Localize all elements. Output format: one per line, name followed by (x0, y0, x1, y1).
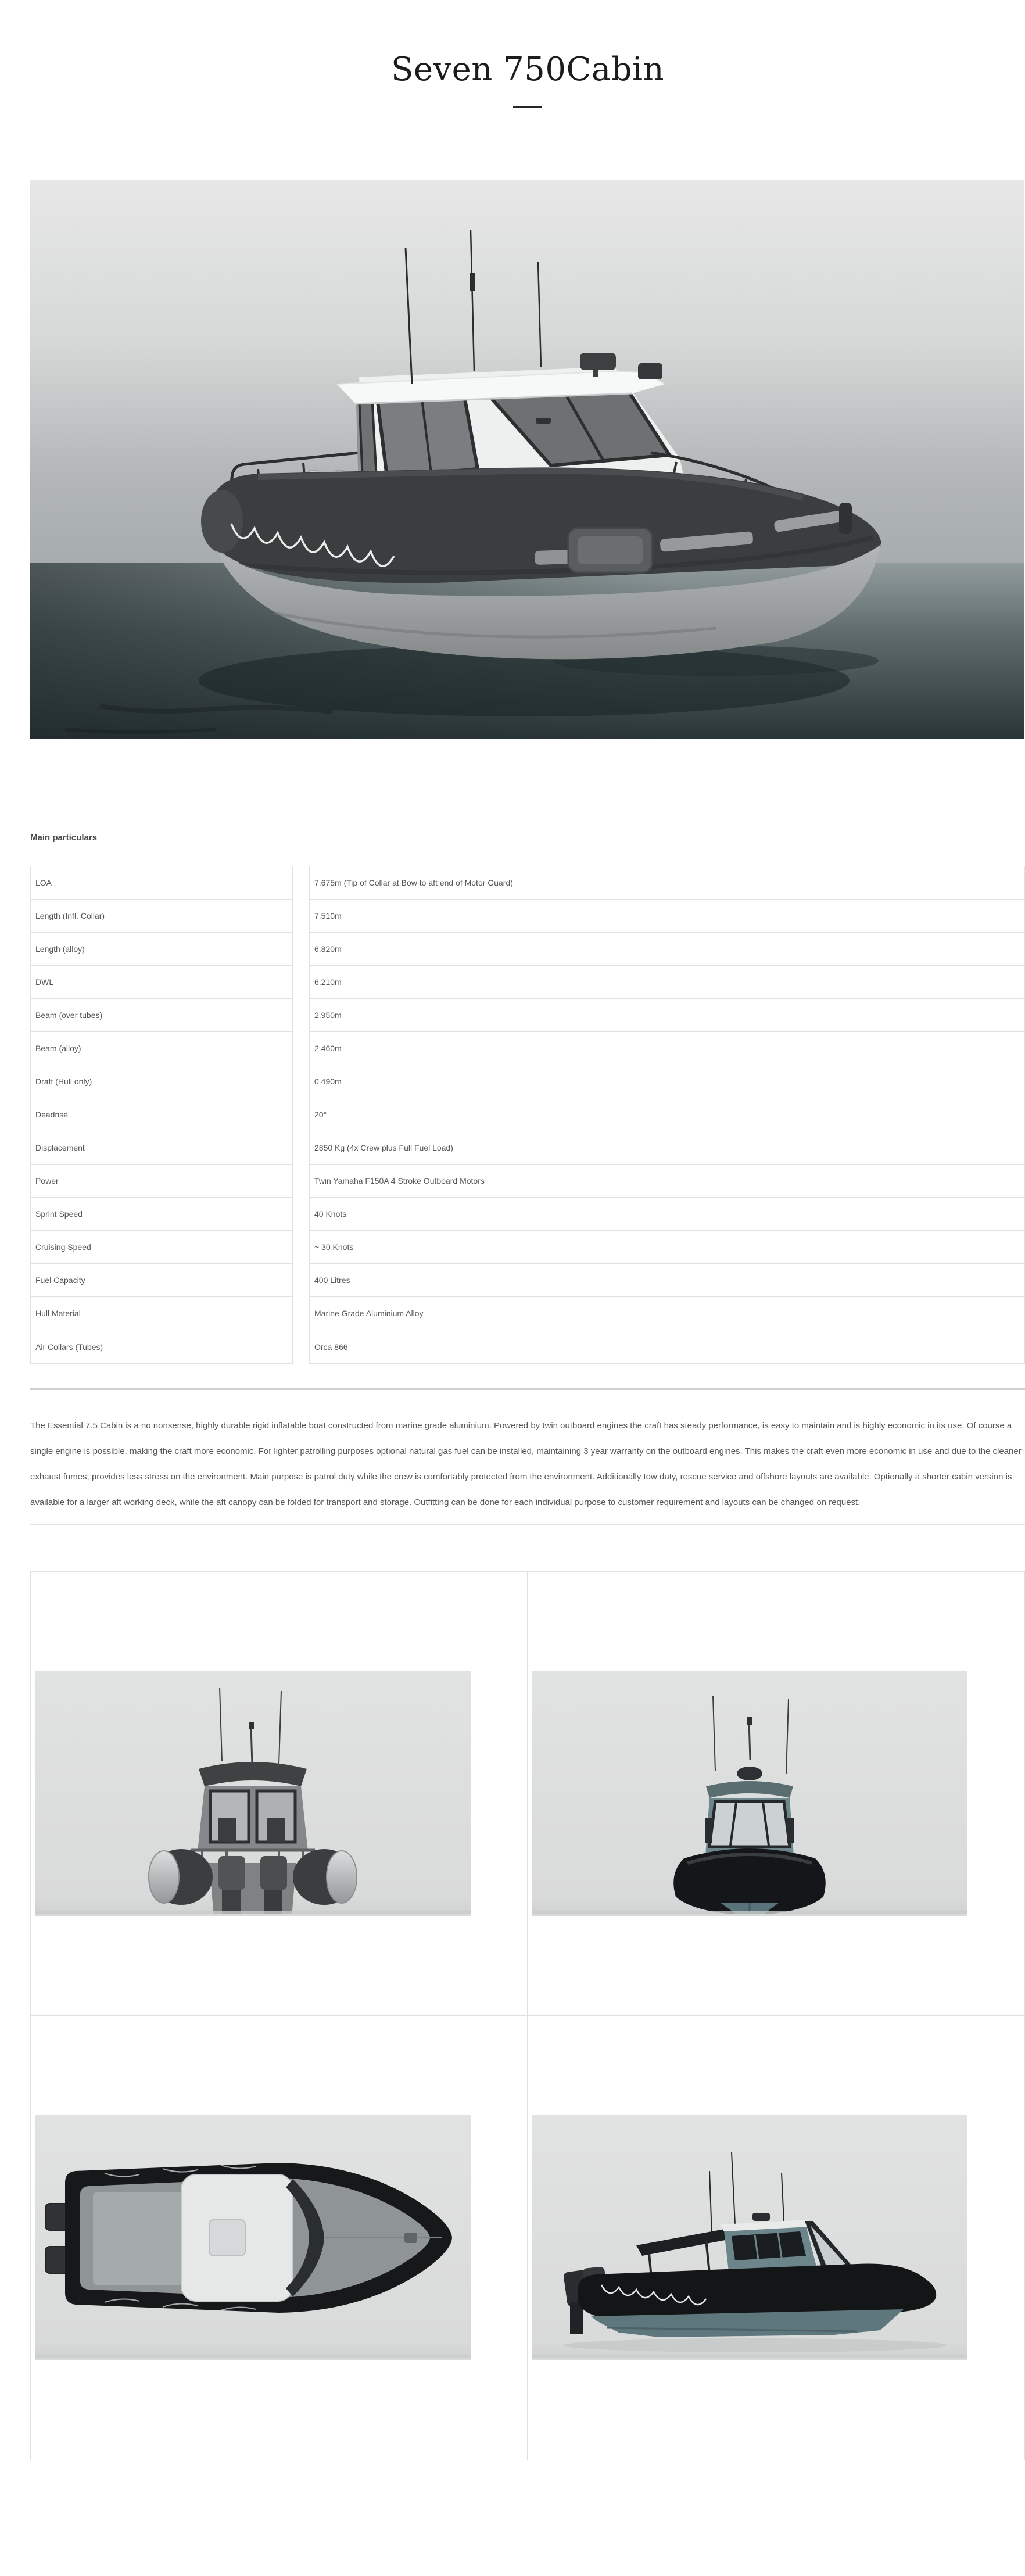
spec-value: 2.460m (310, 1032, 1024, 1065)
spec-label: Cruising Speed (31, 1231, 292, 1264)
top-view-image (35, 2115, 471, 2360)
spec-value: 20° (310, 1098, 1024, 1131)
spec-label: Beam (over tubes) (31, 999, 292, 1032)
page-title: Seven 750Cabin (390, 51, 665, 88)
spec-value: 6.210m (310, 966, 1024, 999)
hero-image (30, 180, 1024, 739)
spec-value: 40 Knots (310, 1198, 1024, 1231)
section-heading: Main particulars (30, 833, 98, 843)
gallery-cell-side-view[interactable] (528, 2016, 1024, 2460)
spec-value: Twin Yamaha F150A 4 Stroke Outboard Motors (310, 1165, 1024, 1198)
description-paragraph: The Essential 7.5 Cabin is a no nonsense, highly durable rigid inflatable boat constructed from marine grade aluminium. Powered by twin outboard engines the craft has steady performance, is easy to maintain and is highly economic in its use. Of course a single engine is possible, making the craft more economic. For lighter patrolling purposes optional natural gas fuel can be installed, maintaining 3 year warranty on the outboard engines. This makes the craft even more economic in use and due to the cleaner exhaust fumes, provides less stress on the environment. Main purpose is patrol duty while the crew is comfortably protected from the environment. Additionally tow duty, rescue service and offshore layouts are available. Optionally a shorter cabin version is available for a larger aft working deck, while the aft canopy can be folded for transport and storage. Outfitting can be done for each individual purpose to customer requirement and layouts can be changed on request. (30, 1421, 1022, 1507)
spec-label: Length (Infl. Collar) (31, 900, 292, 933)
spec-label: Fuel Capacity (31, 1264, 292, 1297)
spec-value: 7.510m (310, 900, 1024, 933)
boat-render-hero (30, 180, 1024, 739)
spec-label: Length (alloy) (31, 933, 292, 966)
spec-value: 6.820m (310, 933, 1024, 966)
bow-view-image (532, 1671, 967, 1916)
spec-label: Hull Material (31, 1297, 292, 1330)
side-view-image (532, 2115, 967, 2360)
divider-above-gallery (30, 1524, 1025, 1525)
spec-value: 7.675m (Tip of Collar at Bow to aft end of Motor Guard) (310, 866, 1024, 900)
spec-label: LOA (31, 866, 292, 900)
divider-above-description (30, 1388, 1025, 1390)
spec-label: Power (31, 1165, 292, 1198)
render-gallery (30, 1571, 1025, 2460)
spec-label: Displacement (31, 1131, 292, 1165)
title-underline (513, 106, 542, 108)
spec-value: 2.950m (310, 999, 1024, 1032)
spec-label: Sprint Speed (31, 1198, 292, 1231)
spec-table (30, 866, 1025, 1364)
spec-value: Marine Grade Aluminium Alloy (310, 1297, 1024, 1330)
spec-value: 2850 Kg (4x Crew plus Full Fuel Load) (310, 1131, 1024, 1165)
spec-value: 400 Litres (310, 1264, 1024, 1297)
gallery-cell-top-view[interactable] (31, 2016, 528, 2460)
gallery-cell-stern-view[interactable] (31, 1572, 528, 2016)
spec-value: ~ 30 Knots (310, 1231, 1024, 1264)
page (15, 0, 1022, 2487)
spec-label: Draft (Hull only) (31, 1065, 292, 1098)
spec-value: 0.490m (310, 1065, 1024, 1098)
stern-view-image (35, 1671, 471, 1916)
spec-label: Air Collars (Tubes) (35, 1342, 103, 1352)
spec-label-column (30, 866, 293, 1364)
gallery-cell-bow-view[interactable] (528, 1572, 1024, 2016)
spec-value-column (309, 866, 1025, 1364)
spec-label: DWL (31, 966, 292, 999)
spec-label: Beam (alloy) (31, 1032, 292, 1065)
spec-value: Orca 866 (314, 1342, 348, 1352)
spec-label: Deadrise (31, 1098, 292, 1131)
